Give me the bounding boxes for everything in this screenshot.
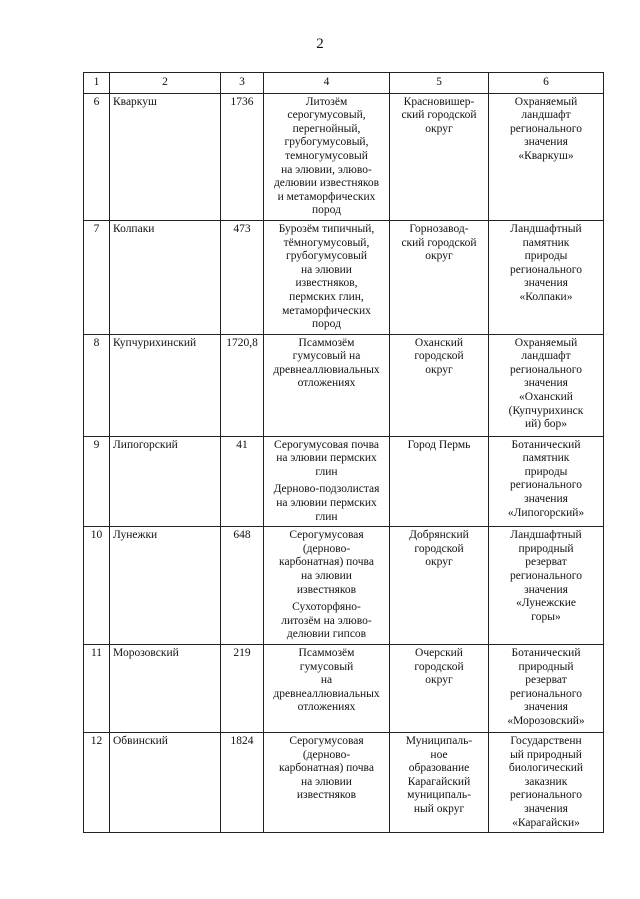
status-cell bbox=[489, 527, 604, 645]
soil-cell bbox=[264, 645, 390, 733]
soil-line: карбонатная) почва bbox=[279, 556, 374, 569]
status-line: значения bbox=[524, 493, 568, 506]
municipality-line: округ bbox=[425, 556, 453, 569]
row-number-cell: 6 bbox=[84, 93, 110, 220]
soil-line: отложениях bbox=[297, 377, 356, 390]
municipality-line: Карагайский bbox=[407, 775, 471, 788]
status-line: Ботанический bbox=[511, 647, 581, 659]
soil-line: на элювии bbox=[301, 775, 352, 788]
status-line: природы bbox=[524, 465, 568, 478]
status-line: горы» bbox=[531, 610, 561, 623]
soil-line: Дерново-подзолистая bbox=[273, 483, 380, 496]
soil-line: на элювии пермских bbox=[276, 497, 377, 510]
soil-line: глин bbox=[315, 465, 338, 478]
municipality-cell bbox=[390, 93, 489, 220]
soil-table bbox=[83, 72, 604, 833]
municipality-cell bbox=[390, 733, 489, 833]
municipality-cell bbox=[390, 645, 489, 733]
status-line: ландшафт bbox=[521, 350, 571, 363]
status-line: регионального bbox=[510, 263, 582, 276]
municipality-line: округ bbox=[425, 250, 453, 263]
status-line: «Колпаки» bbox=[519, 290, 573, 303]
status-line: значения bbox=[524, 377, 568, 390]
soil-cell bbox=[264, 93, 390, 220]
municipality-cell bbox=[390, 527, 489, 645]
status-line: регионального bbox=[510, 479, 582, 492]
soil-group bbox=[267, 223, 386, 332]
municipality-cell bbox=[390, 220, 489, 334]
soil-group bbox=[267, 647, 386, 715]
municipality-cell bbox=[390, 334, 489, 436]
page-number: 2 bbox=[316, 36, 324, 52]
status-line: заказник bbox=[524, 775, 568, 788]
table-row bbox=[84, 93, 604, 220]
soil-group bbox=[267, 337, 386, 391]
status-line: памятник bbox=[522, 452, 570, 465]
area-cell: 41 bbox=[221, 436, 264, 527]
soil-line: древнеаллювиальных bbox=[273, 363, 380, 376]
municipality-line: округ bbox=[425, 363, 453, 376]
municipality-line: Горнозавод- bbox=[409, 222, 469, 235]
status-line: ый природный bbox=[510, 748, 582, 761]
soil-line: на элювии, элюво- bbox=[281, 163, 372, 176]
soil-line: грубогумусовый bbox=[285, 250, 368, 263]
header-cell: 4 bbox=[264, 73, 390, 94]
soil-line: карбонатная) почва bbox=[279, 762, 374, 775]
soil-line: Сухоторфяно- bbox=[292, 601, 361, 614]
municipality-line: ский городской bbox=[401, 236, 477, 249]
header-cell: 3 bbox=[221, 73, 264, 94]
area-cell: 1720,8 bbox=[221, 334, 264, 436]
status-line: значения bbox=[524, 802, 568, 815]
soil-line: пермских глин, bbox=[289, 290, 364, 303]
table-row bbox=[84, 334, 604, 436]
table-row bbox=[84, 645, 604, 733]
soil-group bbox=[267, 439, 386, 480]
status-cell bbox=[489, 334, 604, 436]
table-row bbox=[84, 527, 604, 645]
soil-group bbox=[267, 601, 386, 642]
status-line: природный bbox=[518, 660, 574, 673]
soil-line: (дерново- bbox=[302, 748, 351, 761]
status-line: значения bbox=[524, 583, 568, 596]
status-line: Государственн bbox=[510, 735, 582, 747]
status-line: Охраняемый bbox=[514, 95, 578, 108]
soil-cell bbox=[264, 527, 390, 645]
name-cell: Купчурихинский bbox=[110, 334, 221, 436]
soil-cell bbox=[264, 733, 390, 833]
municipality-line: муниципаль- bbox=[407, 789, 471, 802]
soil-line: темногумусовый bbox=[285, 149, 368, 162]
municipality-line: округ bbox=[425, 674, 453, 687]
municipality-line: городской bbox=[414, 660, 464, 673]
soil-line: Псаммозём bbox=[298, 336, 355, 349]
soil-cell bbox=[264, 220, 390, 334]
soil-line: гумусовый bbox=[299, 660, 354, 673]
row-number-cell: 8 bbox=[84, 334, 110, 436]
status-line: значения bbox=[524, 701, 568, 714]
municipality-line: ный округ bbox=[413, 802, 465, 815]
area-cell: 473 bbox=[221, 220, 264, 334]
soil-line: древнеаллювиальных bbox=[273, 687, 380, 700]
status-line: Ландшафтный bbox=[510, 529, 582, 542]
status-line: Ботанический bbox=[511, 438, 581, 451]
status-line: Ландшафтный bbox=[510, 222, 582, 235]
name-cell: Колпаки bbox=[110, 220, 221, 334]
soil-line: грубогумусовый, bbox=[284, 136, 369, 149]
name-cell: Лунежки bbox=[110, 527, 221, 645]
soil-line: (дерново- bbox=[302, 542, 351, 555]
status-cell bbox=[489, 733, 604, 833]
soil-line: Серогумусовая bbox=[289, 735, 364, 747]
municipality-line: Красновишер- bbox=[403, 95, 475, 108]
status-line: резерват bbox=[525, 556, 567, 569]
status-line: регионального bbox=[510, 570, 582, 583]
municipality-line: Муниципаль- bbox=[405, 735, 473, 747]
status-line: ий) бор» bbox=[524, 418, 568, 431]
soil-line: Серогумусовая почва bbox=[274, 438, 379, 451]
soil-line: тёмногумусовый, bbox=[283, 236, 370, 249]
soil-line: и метаморфических bbox=[277, 190, 376, 203]
table-row bbox=[84, 733, 604, 833]
header-cell: 6 bbox=[489, 73, 604, 94]
soil-line: известняков, bbox=[295, 277, 358, 290]
soil-line: известняков bbox=[296, 789, 357, 802]
status-line: природы bbox=[524, 250, 568, 263]
soil-group bbox=[267, 735, 386, 803]
soil-line: делювии гипсов bbox=[286, 628, 367, 641]
municipality-line: ное bbox=[430, 748, 448, 761]
table-header-row bbox=[84, 73, 604, 94]
status-line: «Карагайски» bbox=[512, 816, 580, 829]
status-line: (Купчурихинск bbox=[508, 404, 584, 417]
row-number-cell: 7 bbox=[84, 220, 110, 334]
municipality-line: Город Пермь bbox=[407, 438, 471, 451]
status-line: регионального bbox=[510, 363, 582, 376]
status-line: природный bbox=[518, 542, 574, 555]
status-line: регионального bbox=[510, 789, 582, 802]
status-line: резерват bbox=[525, 674, 567, 687]
municipality-line: Очерский bbox=[415, 647, 463, 659]
soil-line: литозём на элюво- bbox=[281, 614, 372, 627]
soil-line: глин bbox=[315, 510, 338, 523]
soil-line: гумусовый на bbox=[292, 350, 361, 363]
municipality-line: городской bbox=[414, 350, 464, 363]
status-line: значения bbox=[524, 136, 568, 149]
row-number-cell: 9 bbox=[84, 436, 110, 527]
soil-line: Бурозём типичный, bbox=[278, 222, 375, 235]
area-cell: 219 bbox=[221, 645, 264, 733]
name-cell: Кваркуш bbox=[110, 93, 221, 220]
municipality-line: Добрянский bbox=[409, 529, 469, 542]
municipality-line: Оханский bbox=[414, 336, 464, 349]
status-line: регионального bbox=[510, 122, 582, 135]
status-line: «Липогорский» bbox=[507, 506, 585, 519]
area-cell: 648 bbox=[221, 527, 264, 645]
soil-group bbox=[267, 96, 386, 218]
row-number-cell: 10 bbox=[84, 527, 110, 645]
soil-line: серогумусовый, bbox=[287, 109, 366, 122]
soil-line: Псаммозём bbox=[298, 647, 355, 659]
soil-line: перегнойный, bbox=[292, 122, 361, 135]
name-cell: Морозовский bbox=[110, 645, 221, 733]
soil-line: на bbox=[320, 674, 333, 687]
status-line: Охраняемый bbox=[514, 336, 578, 349]
status-cell bbox=[489, 645, 604, 733]
soil-line: на элювии bbox=[301, 570, 352, 583]
status-cell bbox=[489, 436, 604, 527]
municipality-cell bbox=[390, 436, 489, 527]
soil-line: на элювии bbox=[301, 263, 352, 276]
name-cell: Обвинский bbox=[110, 733, 221, 833]
soil-line: известняков bbox=[296, 583, 357, 596]
row-number-cell: 11 bbox=[84, 645, 110, 733]
soil-line: метаморфических bbox=[282, 304, 371, 317]
status-line: биологический bbox=[508, 762, 584, 775]
soil-cell bbox=[264, 436, 390, 527]
soil-line: пород bbox=[312, 204, 341, 217]
status-line: памятник bbox=[522, 236, 570, 249]
status-line: «Кваркуш» bbox=[518, 149, 574, 162]
soil-line: отложениях bbox=[297, 701, 356, 714]
soil-line: на элювии пермских bbox=[276, 452, 377, 465]
municipality-line: образование bbox=[408, 762, 470, 775]
status-cell bbox=[489, 220, 604, 334]
soil-cell bbox=[264, 334, 390, 436]
soil-line: Серогумусовая bbox=[289, 529, 364, 542]
status-line: регионального bbox=[510, 687, 582, 700]
area-cell: 1736 bbox=[221, 93, 264, 220]
municipality-line: городской bbox=[414, 542, 464, 555]
status-line: ландшафт bbox=[521, 109, 571, 122]
soil-group bbox=[267, 483, 386, 524]
municipality-line: округ bbox=[425, 122, 453, 135]
table-body bbox=[84, 73, 604, 833]
table-row bbox=[84, 220, 604, 334]
header-cell: 1 bbox=[84, 73, 110, 94]
status-line: «Оханский bbox=[519, 391, 573, 404]
header-cell: 5 bbox=[390, 73, 489, 94]
status-line: значения bbox=[524, 277, 568, 290]
name-cell: Липогорский bbox=[110, 436, 221, 527]
soil-line: Литозём bbox=[305, 95, 348, 108]
soil-group bbox=[267, 529, 386, 597]
soil-line: пород bbox=[312, 318, 341, 331]
municipality-line: ский городской bbox=[401, 109, 477, 122]
status-line: «Лунежские bbox=[516, 597, 576, 610]
soil-line: делювии известняков bbox=[273, 177, 380, 190]
table-row bbox=[84, 436, 604, 527]
status-cell bbox=[489, 93, 604, 220]
header-cell: 2 bbox=[110, 73, 221, 94]
area-cell: 1824 bbox=[221, 733, 264, 833]
status-line: «Морозовский» bbox=[507, 714, 585, 727]
row-number-cell: 12 bbox=[84, 733, 110, 833]
